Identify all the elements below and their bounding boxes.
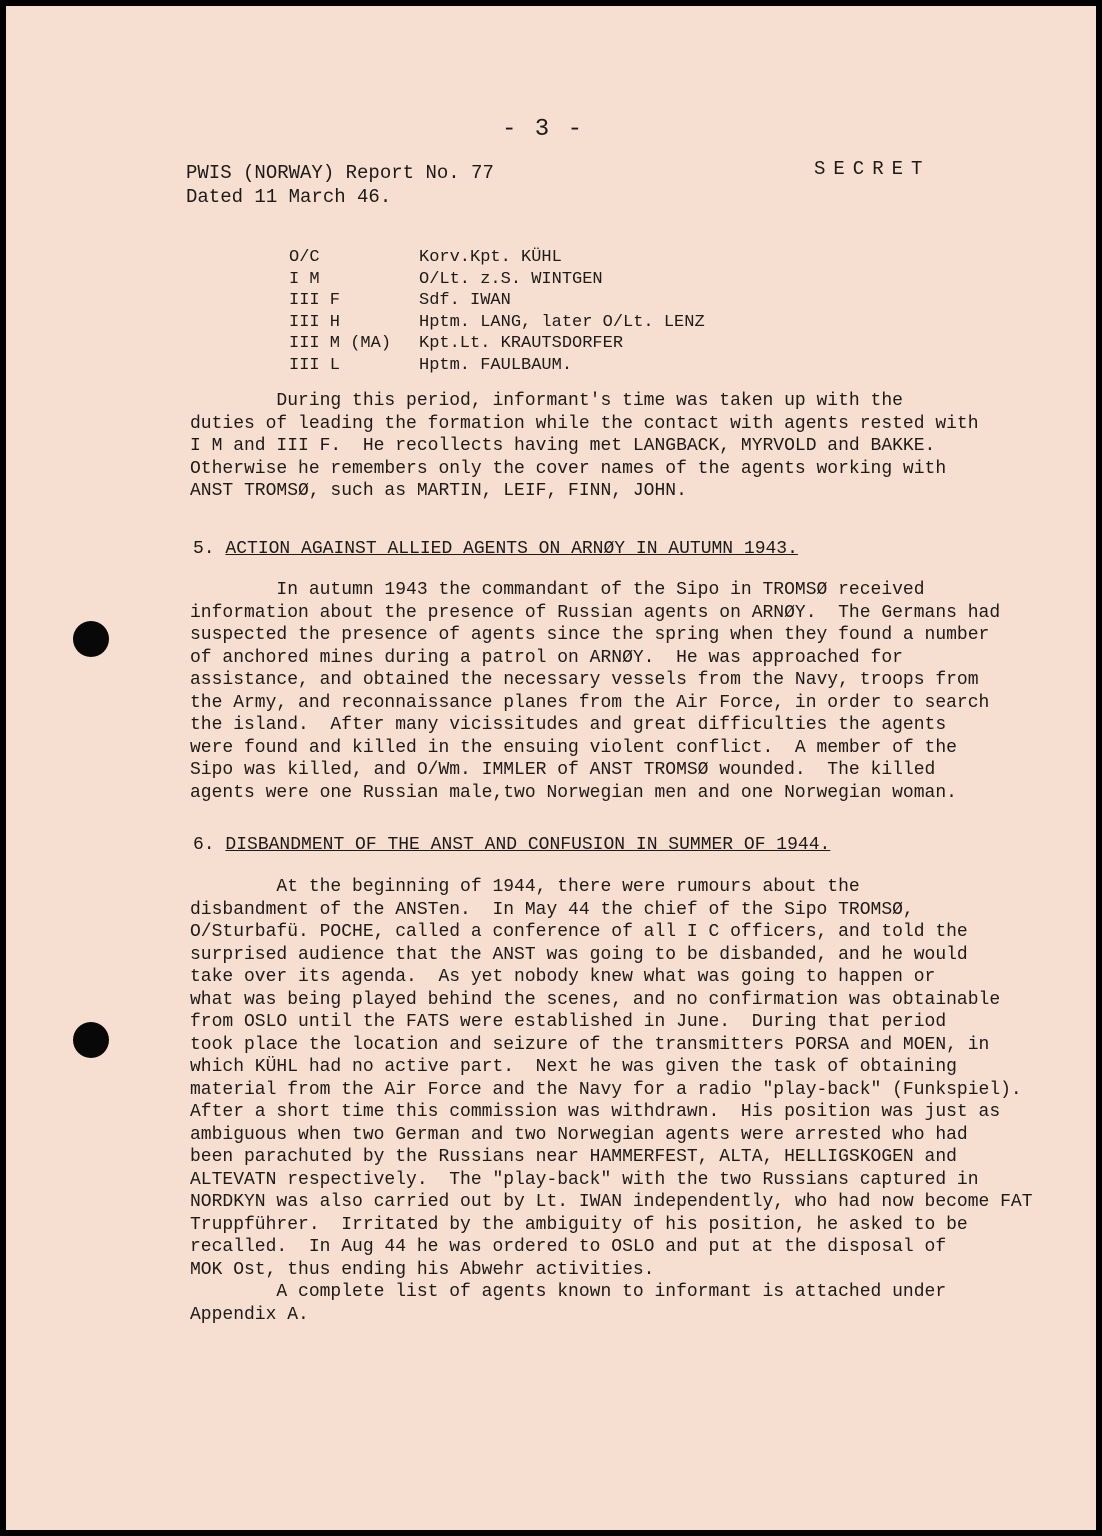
staff-code: I M: [289, 269, 320, 289]
text-line: In autumn 1943 the commandant of the Sipo in TROMSØ received: [190, 580, 925, 600]
punch-hole: [73, 621, 109, 657]
section-5-body: [190, 579, 1001, 804]
text-line: take over its agenda. As yet nobody knew what was going to happen or: [190, 967, 936, 987]
text-line: I M and III F. He recollects having met LANGBACK, MYRVOLD and BAKKE.: [190, 436, 936, 456]
text-line: the island. After many vicissitudes and great difficulties the agents: [190, 715, 947, 735]
text-line: ANST TROMSØ, such as MARTIN, LEIF, FINN, JOHN.: [190, 481, 687, 501]
section-title: DISBANDMENT OF THE ANST AND CONFUSION IN SUMMER OF 1944.: [225, 835, 831, 855]
text-line: At the beginning of 1944, there were rumours about the: [190, 877, 860, 897]
text-line: information about the presence of Russian agents on ARNØY. The Germans had: [190, 602, 1001, 623]
text-line: the Army, and reconnaissance planes from the Air Force, in order to search: [190, 692, 990, 713]
text-line: ALTEVATN respectively. The "play-back" with the two Russians captured in: [190, 1169, 979, 1190]
staff-name: Sdf. IWAN: [419, 291, 511, 310]
section-6-body: [190, 876, 1033, 1326]
section-heading-6: [193, 835, 830, 855]
text-line: of anchored mines during a patrol on ARNØY. He was approached for: [190, 647, 903, 668]
staff-name: Korv.Kpt. KÜHL: [419, 248, 562, 267]
text-line: duties of leading the formation while the contact with agents rested with: [190, 413, 979, 434]
text-line: Truppführer. Irritated by the ambiguity of his position, he asked to be: [190, 1214, 968, 1235]
text-line: assistance, and obtained the necessary vessels from the Navy, troops from: [190, 670, 979, 690]
text-line: from OSLO until the FATS were established in June. During that period: [190, 1012, 947, 1032]
staff-code: III M (MA): [289, 334, 392, 353]
document-page: [6, 6, 1096, 1530]
report-date: Dated 11 March 46.: [186, 186, 392, 208]
text-line: ambiguous when two German and two Norwegian agents were arrested who had: [190, 1124, 968, 1145]
text-line: MOK Ost, thus ending his Abwehr activities.: [190, 1259, 655, 1280]
section-number: 6.: [193, 835, 215, 855]
staff-name: Hptm. FAULBAUM.: [419, 355, 573, 375]
staff-name: Hptm. LANG, later O/Lt. LENZ: [419, 312, 705, 332]
text-line: Sipo was killed, and O/Wm. IMMLER of ANST TROMSØ wounded. The killed: [190, 760, 936, 780]
text-line: Otherwise he remembers only the cover names of the agents working with: [190, 458, 947, 479]
text-line: were found and killed in the ensuing violent conflict. A member of the: [190, 737, 957, 758]
staff-code: III H: [289, 312, 341, 332]
text-line: took place the location and seizure of the transmitters PORSA and MOEN, in: [190, 1034, 990, 1055]
punch-hole: [73, 1022, 109, 1058]
text-line: surprised audience that the ANST was going to be disbanded, and he would: [190, 944, 968, 965]
staff-code: III F: [289, 291, 341, 310]
text-line: which KÜHL had no active part. Next he was given the task of obtaining: [190, 1057, 957, 1077]
text-line: suspected the presence of agents since the spring when they found a number: [190, 625, 990, 645]
text-line: After a short time this commission was withdrawn. His position was just as: [190, 1102, 1001, 1122]
staff-name: O/Lt. z.S. WINTGEN: [419, 269, 603, 289]
section-heading-5: [193, 539, 798, 559]
text-line: O/Sturbafü. POCHE, called a conference of all I C officers, and told the: [190, 922, 968, 942]
section-number: 5.: [193, 539, 215, 559]
page-number: - 3 -: [502, 116, 585, 143]
staff-name: Kpt.Lt. KRAUTSDORFER: [419, 334, 624, 353]
text-line: A complete list of agents known to informant is attached under: [190, 1282, 947, 1302]
section-title: ACTION AGAINST ALLIED AGENTS ON ARNØY IN AUTUMN 1943.: [225, 539, 798, 559]
text-line: disbandment of the ANSTen. In May 44 the chief of the Sipo TROMSØ,: [190, 899, 914, 920]
text-line: recalled. In Aug 44 he was ordered to OSLO and put at the disposal of: [190, 1237, 947, 1257]
staff-code: III L: [289, 355, 341, 375]
text-line: NORDKYN was also carried out by Lt. IWAN independently, who had now become FAT: [190, 1192, 1033, 1212]
report-header: [186, 161, 494, 209]
text-line: Appendix A.: [190, 1304, 309, 1325]
paragraph-period: [190, 390, 980, 503]
staff-code: O/C: [289, 248, 320, 267]
classification-stamp: SECRET: [814, 158, 931, 180]
text-line: material from the Air Force and the Navy for a radio "play-back" (Funkspiel).: [190, 1079, 1022, 1100]
text-line: what was being played behind the scenes, and no confirmation was obtainable: [190, 989, 1001, 1010]
text-line: agents were one Russian male,two Norwegian men and one Norwegian woman.: [190, 782, 957, 803]
report-title: PWIS (NORWAY) Report No. 77: [186, 162, 494, 184]
text-line: been parachuted by the Russians near HAMMERFEST, ALTA, HELLIGSKOGEN and: [190, 1147, 957, 1167]
text-line: During this period, informant's time was taken up with the: [190, 391, 903, 411]
